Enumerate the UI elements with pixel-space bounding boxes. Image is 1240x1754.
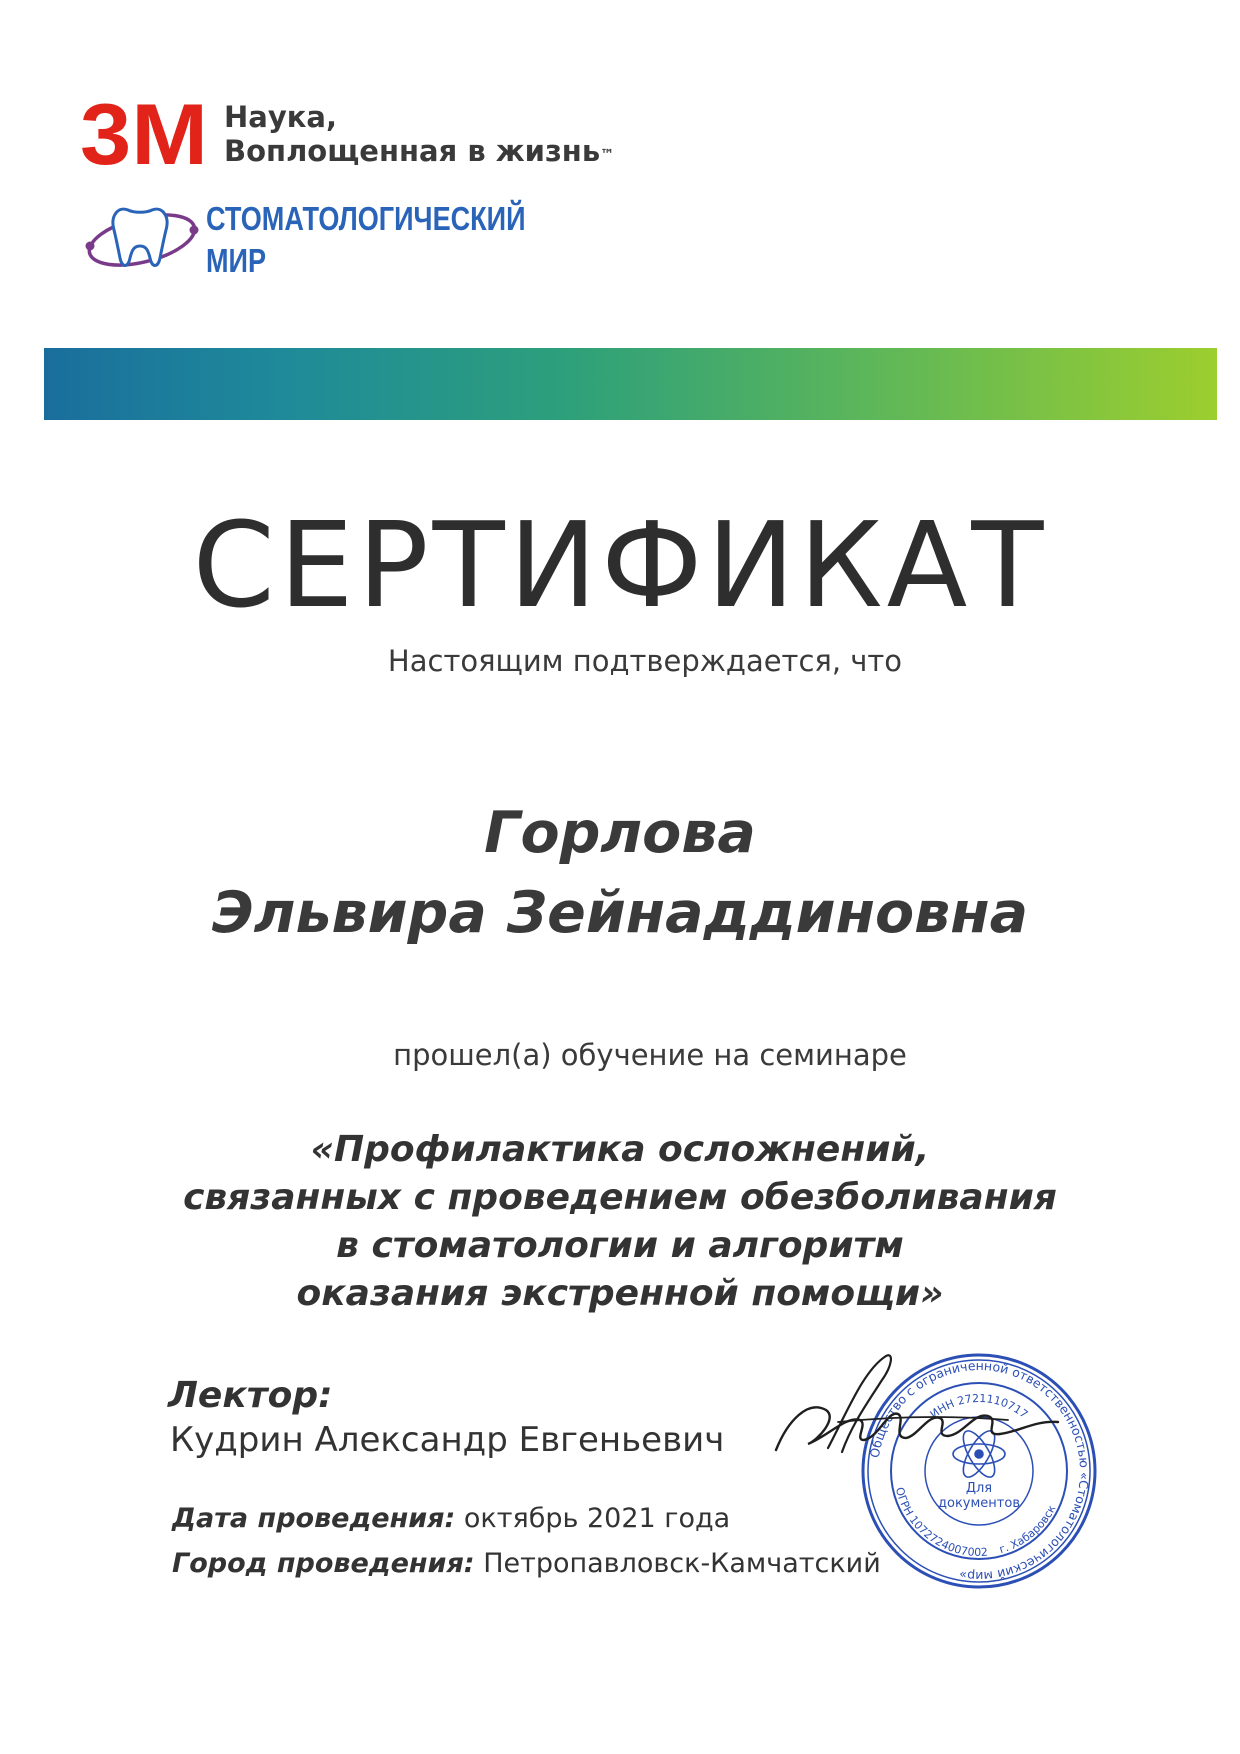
lector-label: Лектор: xyxy=(168,1375,333,1416)
seminar-line: оказания экстренной помощи» xyxy=(296,1273,944,1314)
tooth-orbit-icon xyxy=(78,196,206,282)
3m-logo-text: 3M xyxy=(80,96,208,176)
tagline-line1: Наука, xyxy=(224,100,338,134)
certificate-title: СЕРТИФИКАТ xyxy=(192,496,1048,634)
stamp-outer-text: Общество с ограниченной ответственностью «Стоматологический мир» xyxy=(866,1357,1093,1585)
stamp-ogrn: ОГРН 1072724007002 xyxy=(892,1485,989,1560)
city-label: Город проведения: xyxy=(172,1548,475,1579)
city-value: Петропавловск-Камчатский xyxy=(483,1548,881,1579)
stamp-center-line2: документов xyxy=(938,1496,1020,1511)
seminar-title xyxy=(0,1126,1240,1318)
partner-line2: МИР xyxy=(206,242,267,279)
tagline-line2: Воплощенная в жизнь xyxy=(224,134,601,168)
recipient-surname: Горлова xyxy=(484,800,756,866)
brand-tagline xyxy=(224,100,614,168)
date-label: Дата проведения: xyxy=(172,1503,456,1534)
gradient-band xyxy=(44,348,1217,420)
tagline-line2-wrap xyxy=(224,134,614,168)
stamp-city: г. Хабаровск xyxy=(997,1503,1059,1557)
lector-signature xyxy=(768,1340,1088,1500)
confirmation-text: Настоящим подтверждается, что xyxy=(387,644,903,678)
partner-logo-text xyxy=(206,198,526,282)
lector-name: Кудрин Александр Евгеньевич xyxy=(170,1420,725,1460)
seminar-line: в стоматологии и алгоритм xyxy=(336,1225,904,1266)
stamp-center-line1: Для xyxy=(965,1481,993,1496)
seminar-line: «Профилактика осложнений, xyxy=(310,1129,930,1170)
city-row xyxy=(172,1548,881,1579)
date-value: октябрь 2021 года xyxy=(463,1503,731,1534)
trademark-sign: ™ xyxy=(600,147,615,163)
recipient-given-names: Эльвира Зейнаддиновна xyxy=(211,880,1029,946)
seminar-line: связанных с проведением обезболивания xyxy=(183,1177,1057,1218)
training-statement: прошел(а) обучение на семинаре xyxy=(393,1038,907,1072)
stamp-inn: ИНН 2721110717 xyxy=(927,1391,1031,1422)
3m-logo xyxy=(80,96,210,176)
date-row xyxy=(172,1503,730,1534)
partner-line1: СТОМАТОЛОГИЧЕСКИЙ xyxy=(206,200,526,237)
